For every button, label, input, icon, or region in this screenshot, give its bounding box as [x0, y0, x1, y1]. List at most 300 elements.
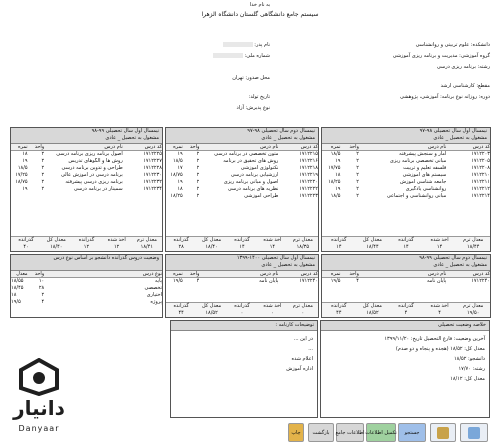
- summary-line: آخرین وضعیت: فارغ التحصیل تاریخ: ۱۳۹۹/۱۱/۲۰: [384, 336, 485, 342]
- table-cell: ۱۷۱۲۲۰۳: [471, 151, 490, 157]
- summary-lines: [321, 331, 489, 387]
- table-cell: ۱۷: [177, 165, 183, 171]
- semester-box: [321, 254, 491, 318]
- table-cell: ۱۹: [22, 158, 28, 164]
- footer-label: اخذ شده: [430, 237, 449, 243]
- footer-label: معدل ترم: [292, 237, 313, 243]
- column-header: نام درس: [427, 271, 447, 277]
- footer-label: معدل ترم: [463, 303, 484, 309]
- table-cell: مبانی روانشناسی و اجتماعی: [386, 193, 447, 199]
- note-line: در این ...: [293, 336, 313, 342]
- table-cell: ۱۷۱۲۲۱۴: [471, 193, 490, 199]
- column-header: نمره: [173, 144, 183, 150]
- table-cell: پایه: [155, 278, 162, 284]
- table-row: [166, 172, 318, 179]
- semester-footer: [322, 236, 490, 251]
- summary-line: معدل کل: ۱۸/۵۲ (هجده و پنجاه و دو صدم): [395, 346, 485, 352]
- table-cell: ۱۹: [335, 186, 341, 192]
- footer-label: گذرانده: [398, 237, 414, 243]
- national-id: شماره ملی:: [150, 51, 270, 62]
- table-cell: آمار و سنجش پیشرفته: [399, 151, 447, 157]
- table-row: [322, 278, 490, 285]
- table-header: [322, 271, 490, 278]
- table-row: [11, 285, 162, 292]
- footer-value: ۱۸/۳۵: [296, 244, 310, 250]
- table-cell: طراحی آموزشی: [244, 193, 279, 199]
- table-cell: ۲: [196, 151, 200, 157]
- table-cell: ۱۷/۲۵: [15, 172, 28, 178]
- table-cell: ۱۰: [38, 278, 45, 284]
- semester-status: مشغول به تحصیل _ عادی: [433, 135, 487, 141]
- table-row: [11, 292, 162, 299]
- summary-box: [320, 320, 490, 418]
- semester-status: مشغول به تحصیل _ عادی: [105, 135, 159, 141]
- danyaar-logo: [4, 358, 74, 442]
- document-header: [40, 2, 480, 18]
- faculty: دانشکده: علوم تربیتی و روانشناسی: [415, 42, 490, 48]
- table-cell: ۱۹: [22, 186, 28, 192]
- footer-value: ۱۴: [269, 244, 276, 250]
- footer-label: معدل ترم: [292, 303, 313, 309]
- table-row: [11, 151, 162, 158]
- toolbar-button-label: تکمیل اطلاعات: [365, 429, 397, 436]
- table-cell: ۱۸/۴۵: [11, 285, 24, 291]
- toolbar-button[interactable]: [366, 423, 396, 442]
- semester-header: [11, 128, 162, 144]
- table-header: [322, 144, 490, 151]
- table-cell: ۱۷۱۲۲۰۵: [471, 158, 490, 164]
- semester-box: [321, 127, 491, 252]
- table-cell: ۱۷۱۲۲۲۲: [299, 186, 318, 192]
- footer-value: ۰: [301, 310, 305, 316]
- table-cell: برنامه ریزی درسی پیشرفته: [65, 179, 123, 185]
- table-header: [11, 271, 162, 278]
- table-cell: فلسفه تعلیم و تربیت: [403, 165, 447, 171]
- toolbar-button[interactable]: [288, 423, 304, 442]
- table-cell: متون تخصصی در برنامه درسی: [214, 151, 279, 157]
- semester-header: [322, 128, 490, 144]
- table-cell: ۱۷/۷۵: [328, 165, 341, 171]
- semester-status: مشغول به تحصیل _ عادی: [433, 262, 487, 268]
- toolbar-glyph-icon: [468, 427, 480, 439]
- footer-label: گذرانده: [234, 237, 250, 243]
- note-line: اعلام شده: [291, 356, 313, 362]
- table-cell: پروژه: [150, 299, 162, 305]
- table-cell: ۲: [196, 172, 200, 178]
- notes-title: توضیحات کارنامه :: [275, 322, 314, 328]
- column-header: نام درس: [260, 271, 279, 277]
- table-cell: ۲: [356, 179, 359, 185]
- notes-box: [170, 320, 318, 418]
- table-cell: ۱۷۱۲۲۲۳: [299, 193, 318, 199]
- table-cell: ۱۷۱۲۲۱۸: [299, 165, 318, 171]
- table-cell: ۱۹/۵: [172, 278, 183, 284]
- table-cell: تخصصی: [144, 285, 162, 291]
- table-cell: ۱۸/۲۵: [170, 193, 183, 199]
- footer-label: معدل کل: [362, 237, 382, 243]
- semester-title: وضعیت دروس گذرانده دانشجو بر اساس نوع درس: [53, 255, 159, 261]
- footer-label: معدل کل: [202, 303, 222, 309]
- footer-value: ۱۲: [83, 244, 90, 250]
- semester-title: نیمسال اول سال تحصیلی ۹۸-۹۷: [419, 128, 487, 134]
- footer-label: معدل کل: [362, 303, 382, 309]
- birth-date: تاریخ تولد:: [248, 94, 270, 100]
- table-cell: ۲: [41, 158, 45, 164]
- table-cell: ۱۷۱۲۲۳۲: [143, 179, 162, 185]
- column-header: معدل: [16, 271, 28, 277]
- column-header: کد درس: [300, 144, 318, 150]
- table-row: [166, 179, 318, 186]
- table-cell: ۱۷۱۲۲۲۷: [143, 158, 162, 164]
- toolbar-glyph-icon: [437, 427, 449, 439]
- table-cell: ۲: [41, 186, 45, 192]
- redacted-block: [213, 53, 243, 58]
- footer-label: گذرانده: [18, 237, 34, 243]
- table-cell: روش های تحقیق در برنامه: [223, 158, 279, 164]
- table-cell: ۱۷۱۲۲۱۱: [471, 179, 490, 185]
- footer-label: اخذ شده: [263, 303, 282, 309]
- table-row: [322, 179, 490, 186]
- table-cell: ۲: [41, 292, 45, 298]
- table-cell: ۱۷۱۲۲۰۸: [471, 165, 490, 171]
- student-info-right: [280, 40, 490, 103]
- footer-value: ۱۴: [436, 244, 443, 250]
- semester-footer: [322, 302, 490, 317]
- semester-title: نیمسال اول سال تحصیلی ۱۴۰۰-۱۳۹۹: [236, 255, 315, 261]
- table-cell: ۱۷۱۲۲۱۵: [299, 151, 318, 157]
- footer-values: [166, 244, 318, 251]
- table-cell: ۱۸/۵: [17, 165, 28, 171]
- redacted-block: [223, 42, 253, 47]
- table-cell: روش ها و الگوهای تدریس: [68, 158, 123, 164]
- table-cell: ۲: [356, 151, 359, 157]
- column-header: کد درس: [472, 271, 490, 277]
- toolbar-icon-button[interactable]: [460, 423, 488, 442]
- footer-label: معدل ترم: [463, 237, 484, 243]
- footer-label: گذرانده: [234, 303, 250, 309]
- table-cell: اصول و مبانی برنامه ریزی: [223, 179, 279, 185]
- table-cell: ۲: [196, 158, 200, 164]
- footer-labels: [166, 303, 318, 310]
- table-cell: ۱۸/۲۵: [328, 179, 341, 185]
- logo-brand-text: دانیار: [13, 396, 65, 420]
- table-cell: مبانی تخصصی برنامه ریزی: [389, 158, 447, 164]
- footer-label: اخذ شده: [263, 237, 282, 243]
- table-cell: ۲: [356, 193, 359, 199]
- footer-label: گذرانده: [331, 303, 347, 309]
- table-cell: طراحی و تدوین برنامه درسی: [61, 165, 123, 171]
- column-header: نمره: [17, 144, 28, 150]
- footer-value: ۱۸/۴۰: [205, 244, 218, 250]
- table-row: [166, 193, 318, 200]
- header-top-line: به نام خدا: [249, 2, 271, 8]
- table-cell: [44, 278, 123, 285]
- summary-line: معدل کل: ۱۸/۱۲: [450, 376, 485, 382]
- toolbar-button-label: چاپ: [291, 429, 301, 436]
- summary-title: خلاصه وضعیت تحصیلی: [438, 322, 486, 328]
- footer-label: اخذ شده: [430, 303, 449, 309]
- column-header: نام درس: [427, 144, 447, 150]
- table-row: [11, 179, 162, 186]
- table-cell: نظریه های برنامه درسی: [227, 186, 279, 192]
- table-row: [11, 186, 162, 193]
- table-row: [166, 158, 318, 165]
- table-cell: ۱۸: [335, 172, 341, 178]
- summary-header: [321, 321, 489, 331]
- student-info-left: [150, 40, 270, 114]
- footer-value: ۱۴: [403, 244, 409, 250]
- semester-box: [10, 254, 163, 318]
- semester-header: [166, 255, 318, 271]
- table-row: [166, 186, 318, 193]
- table-cell: ۱۷۱۲۲۴۰: [299, 278, 318, 284]
- logo-mark-icon: [19, 358, 59, 396]
- footer-label: گذرانده: [173, 237, 189, 243]
- table-cell: ۴: [356, 278, 359, 284]
- table-cell: ۱۸: [11, 292, 17, 298]
- table-cell: ۲: [356, 165, 359, 171]
- footer-label: معدل ترم: [136, 237, 157, 243]
- footer-value: ۰: [240, 310, 244, 316]
- column-header: واحد: [34, 144, 45, 150]
- toolbar-button[interactable]: [336, 423, 364, 442]
- table-cell: [44, 299, 123, 306]
- table-row: [322, 193, 490, 200]
- footer-value: ۱۸/۴۴: [466, 244, 480, 250]
- table-row: [322, 158, 490, 165]
- column-header: [44, 271, 123, 277]
- semester-title: نیمسال دوم سال تحصیلی ۹۹-۹۸: [419, 255, 487, 261]
- semester-header: [322, 255, 490, 271]
- footer-labels: [11, 237, 162, 244]
- table-cell: ۱۷۱۲۲۱۲: [471, 186, 490, 192]
- table-cell: ۱۸: [22, 151, 28, 157]
- table-cell: ۲: [196, 186, 200, 192]
- footer-labels: [166, 237, 318, 244]
- period: دوره: روزانه نوع برنامه: آموزشی، پژوهشی: [400, 94, 490, 100]
- footer-value: ۲۸: [178, 244, 184, 250]
- table-cell: ۱۷۱۲۲۲۵: [143, 151, 162, 157]
- footer-value: ۴: [438, 310, 441, 316]
- table-cell: ۱۷۱۲۲۲۸: [143, 165, 162, 171]
- table-cell: ۲: [41, 165, 45, 171]
- footer-value: ۴: [404, 310, 408, 316]
- table-cell: اختیاری: [146, 292, 162, 298]
- footer-label: معدل کل: [46, 237, 66, 243]
- table-row: [166, 151, 318, 158]
- semester-footer: [166, 236, 318, 251]
- table-row: [11, 172, 162, 179]
- semester-header: [11, 255, 162, 271]
- column-header: واحد: [34, 271, 45, 277]
- system-title: سیستم جامع دانشگاهی گلستان دانشگاه الزهرا: [201, 11, 319, 18]
- table-cell: ۱۸/۷۵: [170, 172, 183, 178]
- note-line: اداره آموزش: [286, 366, 313, 372]
- footer-value: ۱۹/۵۰: [466, 310, 480, 316]
- table-row: [322, 151, 490, 158]
- footer-label: اخذ شده: [107, 237, 126, 243]
- footer-label: گذرانده: [78, 237, 95, 243]
- table-cell: ۲: [356, 158, 359, 164]
- table-row: [11, 278, 162, 285]
- footer-value: ۴۴: [178, 310, 184, 316]
- table-cell: اصول برنامه ریزی برنامه درسی: [56, 151, 123, 157]
- table-row: [166, 165, 318, 172]
- table-cell: سمینار در برنامه درسی: [73, 186, 123, 192]
- father-name: نام پدر:: [150, 40, 270, 51]
- table-cell: ۲: [196, 165, 200, 171]
- column-header: نام درس: [104, 144, 123, 150]
- table-row: [11, 158, 162, 165]
- table-cell: ۱۸/۵: [330, 151, 341, 157]
- footer-value: ۱۸/۴۱: [140, 244, 154, 250]
- table-row: [11, 165, 162, 172]
- table-cell: ۱۹: [335, 158, 341, 164]
- table-row: [166, 278, 318, 285]
- table-cell: [44, 285, 123, 292]
- group: گروه آموزشی: مدیریت و برنامه ریزی آموزشی: [392, 53, 490, 59]
- notes-lines: [171, 331, 317, 377]
- footer-value: ۱۸/۴۰: [50, 244, 63, 250]
- table-cell: ۱۷۱۲۲۳۰: [143, 172, 162, 178]
- issue-place: محل صدور: تهران: [232, 75, 270, 81]
- footer-label: معدل کل: [202, 237, 222, 243]
- table-cell: ارزشیابی برنامه درسی: [230, 172, 279, 178]
- semester-footer: [166, 302, 318, 317]
- admission-type: نوع پذیرش: آزاد: [236, 105, 270, 111]
- semester-status: مشغول به تحصیل _ عادی: [261, 135, 315, 141]
- table-cell: ۱۸/۷۵: [15, 179, 28, 185]
- footer-labels: [322, 303, 490, 310]
- table-row: [322, 186, 490, 193]
- semester-box: [165, 254, 319, 318]
- footer-value: ۴۴: [336, 310, 342, 316]
- column-header: کد درس: [472, 144, 490, 150]
- column-header: واحد: [189, 271, 200, 277]
- note-line: ...: [308, 346, 313, 352]
- table-cell: ۱۷۱۲۲۴۰: [471, 278, 490, 284]
- column-header: نمره: [330, 271, 341, 277]
- semester-footer: [11, 236, 162, 251]
- footer-value: ۱۸/۵۲: [366, 310, 379, 316]
- toolbar-button-label: جستجو: [404, 429, 420, 436]
- toolbar-button[interactable]: [308, 423, 334, 442]
- footer-values: [322, 244, 490, 251]
- semester-header: [166, 128, 318, 144]
- major: رشته: برنامه ریزی درسی: [436, 64, 490, 70]
- footer-value: ۱۴: [336, 244, 342, 250]
- table-cell: ۱۷۱۲۲۱۰: [471, 172, 490, 178]
- table-cell: سیستم های آموزشی: [402, 172, 447, 178]
- table-cell: پایان نامه: [426, 278, 447, 284]
- column-header: کد درس: [300, 271, 318, 277]
- table-cell: ۲: [196, 193, 200, 199]
- table-cell: تکنولوژی آموزشی: [240, 165, 279, 171]
- column-header: نوع درس: [142, 271, 162, 277]
- table-cell: ۲: [41, 151, 45, 157]
- table-row: [322, 165, 490, 172]
- column-header: واحد: [349, 144, 359, 150]
- table-cell: ۱۷۱۲۲۳۴: [143, 186, 162, 192]
- footer-value: ۴۰: [23, 244, 29, 250]
- table-cell: ۱۹: [177, 179, 183, 185]
- table-cell: ۲: [41, 179, 45, 185]
- table-cell: روانشناسی یادگیری: [405, 186, 447, 192]
- footer-value: ۱۸/۴۴: [366, 244, 379, 250]
- semester-box: [165, 127, 319, 252]
- table-cell: ۱۸/۵۵: [11, 278, 24, 284]
- table-cell: برنامه درسی در آموزش عالی: [60, 172, 123, 178]
- toolbar-button-label: بازگشت: [312, 429, 330, 436]
- semester-status: مشغول به تحصیل _ عادی: [261, 262, 315, 268]
- table-cell: ۴: [196, 278, 200, 284]
- column-header: نمره: [330, 144, 341, 150]
- footer-value: ۰: [271, 310, 274, 316]
- footer-value: ۱۸/۵۲: [205, 310, 218, 316]
- footer-values: [11, 244, 162, 251]
- table-cell: ۲: [356, 186, 359, 192]
- table-cell: ۱۷۱۲۲۱۹: [299, 172, 318, 178]
- table-cell: ۱۸: [177, 186, 183, 192]
- logo-sub-text: Danyaar: [18, 424, 60, 433]
- footer-label: گذرانده: [173, 303, 189, 309]
- table-cell: ۱۹: [177, 151, 183, 157]
- table-cell: ۲: [196, 179, 200, 185]
- footer-label: گذرانده: [331, 237, 347, 243]
- table-header: [11, 144, 162, 151]
- toolbar-button-label: اطلاعات جامع: [335, 429, 365, 436]
- semester-title: نیمسال اول سال تحصیلی ۹۹-۹۸: [91, 128, 159, 134]
- table-cell: ۲۸: [38, 285, 45, 291]
- table-cell: ۱۸/۵: [330, 193, 341, 199]
- semester-title: نیمسال دوم سال تحصیلی ۹۸-۹۷: [247, 128, 315, 134]
- table-cell: ۲: [41, 172, 45, 178]
- column-header: نام درس: [260, 144, 279, 150]
- table-cell: پایان نامه: [259, 278, 279, 284]
- table-cell: ۱۸/۵: [172, 158, 183, 164]
- table-cell: ۱۷۱۲۲۲۰: [299, 179, 318, 185]
- toolbar-icon-button[interactable]: [430, 423, 456, 442]
- table-cell: [44, 292, 123, 299]
- semester-box: [10, 127, 163, 252]
- table-row: [11, 299, 162, 306]
- column-header: واحد: [189, 144, 200, 150]
- table-cell: ۱۷۱۲۲۱۶: [299, 158, 318, 164]
- table-cell: ۴: [41, 299, 45, 305]
- table-cell: ۱۹/۵: [11, 299, 21, 305]
- table-header: [166, 144, 318, 151]
- table-cell: جامعه شناسی آموزش: [400, 179, 447, 185]
- table-cell: ۱۹/۵: [330, 278, 341, 284]
- summary-line: دانشجو: ۱۸/۵۲: [454, 356, 485, 362]
- summary-line: رشته: ۱۷/۷۰: [458, 366, 485, 372]
- table-header: [166, 271, 318, 278]
- footer-labels: [322, 237, 490, 244]
- notes-header: [171, 321, 317, 331]
- footer-label: گذرانده: [398, 303, 414, 309]
- toolbar-button[interactable]: [398, 423, 426, 442]
- table-row: [322, 172, 490, 179]
- column-header: نمره: [173, 271, 183, 277]
- footer-value: ۱۲: [114, 244, 120, 250]
- table-cell: ۲: [356, 172, 359, 178]
- footer-values: [322, 310, 490, 317]
- footer-value: ۱۴: [239, 244, 245, 250]
- level: مقطع: کارشناسی ارشد: [440, 83, 490, 89]
- footer-values: [166, 310, 318, 317]
- column-header: کد درس: [144, 144, 162, 150]
- column-header: واحد: [349, 271, 359, 277]
